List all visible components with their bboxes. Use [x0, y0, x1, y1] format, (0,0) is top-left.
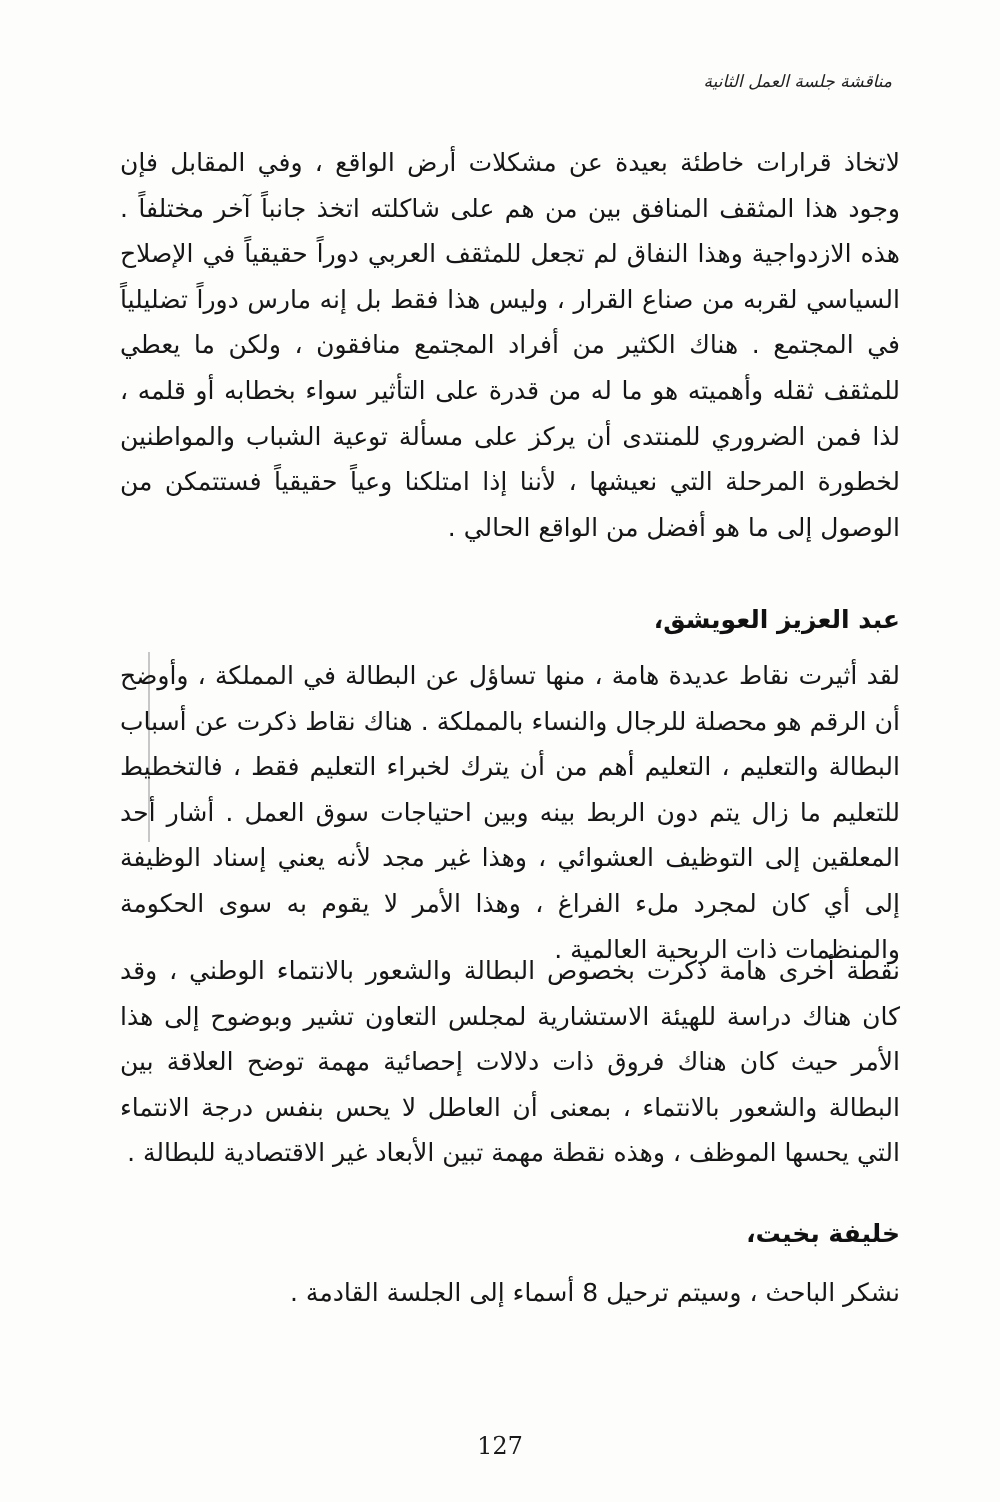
speaker-name-abdulaziz: عبد العزيز العويشق،: [653, 605, 900, 634]
page-number: 127: [477, 1432, 523, 1460]
running-header: مناقشة جلسة العمل الثانية: [703, 72, 892, 92]
paragraph-closing: نشكر الباحث ، وسيتم ترحيل 8 أسماء إلى الجلسة القادمة .: [290, 1278, 900, 1307]
paragraph-intro: لاتخاذ قرارات خاطئة بعيدة عن مشكلات أرض الواقع ، وفي المقابل فإن وجود هذا المثقف المنافق بين من هم على شاكلته اتخذ جانباً آخر مختلفاً . هذه الازدواجية وهذا النفاق لم تجعل للمثقف العربي دوراً حقيقياً في الإصلاح السياسي لقربه من صناع القرار ، وليس هذا فقط بل إنه مارس دوراً تضليلياً في المجتمع . هناك الكثير من أفراد المجتمع منافقون ، ولكن ما يعطي للمثقف ثقله وأهميته هو ما له من قدرة على التأثير سواء بخطابه أو قلمه ، لذا فمن الضروري للمنتدى أن يركز على مسألة توعية الشباب والمواطنين لخطورة المرحلة التي نعيشها ، لأننا إذا امتلكنا وعياً حقيقياً فستتمكن من الوصول إلى ما هو أفضل من الواقع الحالي .: [120, 148, 900, 542]
paragraph-belonging-study: نقطة أخرى هامة ذكرت بخصوص البطالة والشعور بالانتماء الوطني ، وقد كان هناك دراسة للهيئة الاستشارية لمجلس التعاون تشير وبوضوح إلى هذا الأمر حيث كان هناك فروق ذات دلالات إحصائية مهمة توضح العلاقة بين البطالة والشعور بالانتماء ، بمعنى أن العاطل لا يحس بنفس درجة الانتماء التي يحسها الموظف ، وهذه نقطة مهمة تبين الأبعاد غير الاقتصادية للبطالة .: [120, 956, 900, 1168]
speaker-name-khalifa: خليفة بخيت،: [746, 1219, 900, 1248]
paragraph-unemployment-points: لقد أثيرت نقاط عديدة هامة ، منها تساؤل عن البطالة في المملكة ، وأوضح أن الرقم هو محصلة للرجال والنساء بالمملكة . هناك نقاط ذكرت عن أسباب البطالة والتعليم ، التعليم أهم من أن يترك لخبراء التعليم فقط ، فالتخطيط للتعليم ما زال يتم دون الربط بينه وبين احتياجات سوق العمل . أشار أحد المعلقين إلى التوظيف العشوائي ، وهذا غير مجد لأنه يعني إسناد الوظيفة إلى أي كان لمجرد ملء الفراغ ، وهذا الأمر لا يقوم به سوى الحكومة والمنظمات ذات الربحية العالمية .: [120, 661, 900, 964]
